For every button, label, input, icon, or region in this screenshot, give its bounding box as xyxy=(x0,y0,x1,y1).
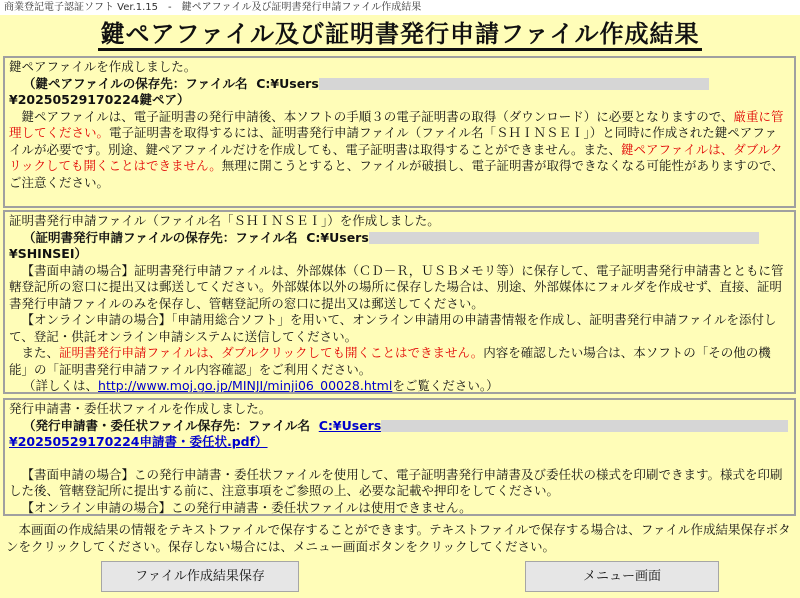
shinsei-path-suffix: ¥SHINSEI） xyxy=(9,246,87,261)
window-title: 商業登記電子認証ソフト Ver.1.15 - 鍵ペアファイル及び証明書発行申請ファイル作成結果 xyxy=(0,0,800,15)
redacted-path xyxy=(369,232,759,244)
shinsei-warning-open: 証明書発行申請ファイルは、ダブルクリックしても開くことはできません。 xyxy=(59,345,484,360)
keypair-description xyxy=(9,109,788,192)
shinsei-created-message: 証明書発行申請ファイル（ファイル名「ＳＨＩＮＳＥＩ」）を作成しました。 xyxy=(9,213,440,228)
keypair-warning-manage: 厳重に管理してください。 xyxy=(9,108,784,140)
shinsei-result-panel xyxy=(3,210,796,394)
form-path-row xyxy=(9,418,788,435)
shinsei-paper-application: 【書面申請の場合】証明書発行申請ファイルは、外部媒体（ＣＤ－Ｒ，ＵＳＢメモリ等）に保存して、電子証明書発行申請書とともに管轄登記所の窓口に提出又は郵送してください。外部媒体以外の場所に保存した場合は、別途、外部媒体にフォルダを作成せず、直接、証明書発行申請ファイルのみを保存し、管轄登記所の窓口に提出又は郵送してください。 xyxy=(9,262,784,311)
page-title-text: 鍵ペアファイル及び証明書発行申請ファイル作成結果 xyxy=(98,20,701,51)
redacted-path xyxy=(381,420,788,432)
form-path-suffix-link[interactable]: ¥20250529170224申請書・委任状.pdf） xyxy=(9,434,268,449)
form-paper-application: 【書面申請の場合】この発行申請書・委任状ファイルを使用して、電子証明書発行申請書及び委任状の様式を印刷できます。様式を印刷した後、管轄登記所に提出する前に、注意事項をご参照の上、必要な記載や押印をしてください。 xyxy=(9,466,783,498)
shinsei-path-prefix: C:¥Users xyxy=(306,229,369,245)
keypair-created-message: 鍵ペアファイルを作成しました。 xyxy=(9,59,197,74)
keypair-path-row xyxy=(9,76,788,93)
menu-screen-button[interactable]: メニュー画面 xyxy=(525,561,719,592)
form-online-application: 【オンライン申請の場合】この発行申請書・委任状ファイルは使用できません。 xyxy=(21,499,472,515)
keypair-desc-c: 電子証明書を取得するには、証明書発行申請ファイル（ファイル名「ＳＨＩＮＳＥＩ」）と同時に作成された鍵ペアファイルが必要です。別途、鍵ペアファイルだけを作成しても、電子証明書は取得することができません。また、 xyxy=(9,125,778,157)
keypair-path-prefix: C:¥Users xyxy=(256,75,319,91)
shinsei-link-post: をご覧ください。） xyxy=(392,378,499,393)
shinsei-p3-c: 内容を確認したい場合は、本ソフトの「その他の機能」の「証明書発行申請ファイル内容確認」をご利用ください。 xyxy=(9,345,771,377)
keypair-desc-e: 無理に開こうとすると、ファイルが破損し、電子証明書が取得できなくなる可能性がありますので、ご注意ください。 xyxy=(9,158,784,190)
form-created-message: 発行申請書・委任状ファイルを作成しました。 xyxy=(9,401,272,416)
shinsei-online-application: 【オンライン申請の場合】「申請用総合ソフト」を用いて、オンライン申請用の申請書情報を作成し、証明書発行申請ファイルを添付して、登記・供託オンライン申請システムに送信してください。 xyxy=(9,312,777,344)
shinsei-path-row xyxy=(9,230,788,247)
redacted-path xyxy=(319,78,709,90)
moj-reference-link[interactable]: http://www.moj.go.jp/MINJI/minji06_00028.html xyxy=(98,378,393,393)
shinsei-reference-row xyxy=(9,378,788,394)
shinsei-p3-a: また、 xyxy=(21,345,60,360)
shinsei-path-label: （証明書発行申請ファイルの保存先：ファイル名 xyxy=(23,229,298,245)
keypair-result-panel xyxy=(3,56,796,208)
shinsei-warning-paragraph xyxy=(9,345,788,378)
shinsei-link-pre: （詳しくは、 xyxy=(23,378,99,393)
spacer xyxy=(9,451,788,467)
page-title xyxy=(0,17,800,51)
form-path-label: （発行申請書・委任状ファイル保存先：ファイル名 xyxy=(23,417,311,433)
save-result-button[interactable]: ファイル作成結果保存 xyxy=(101,561,299,592)
keypair-path-label: （鍵ペアファイルの保存先：ファイル名 xyxy=(23,75,248,91)
form-path-link[interactable]: C:¥Users xyxy=(318,417,382,433)
footer-note: 本画面の作成結果の情報をテキストファイルで保存することができます。テキストファイルで保存する場合は、ファイル作成結果保存ボタンをクリックしてください。保存しない場合には、メニュー画面ボタンをクリックしてください。 xyxy=(6,522,791,554)
keypair-warning-open: 鍵ペアファイルは、ダブルクリックしても開くことはできません。 xyxy=(9,141,783,173)
keypair-desc-a: 鍵ペアファイルは、電子証明書の発行申請後、本ソフトの手順３の電子証明書の取得（ダウンロード）に必要となりますので、 xyxy=(21,108,734,124)
keypair-path-suffix: ¥20250529170224鍵ペア） xyxy=(9,92,190,107)
application-form-result-panel xyxy=(3,398,796,516)
